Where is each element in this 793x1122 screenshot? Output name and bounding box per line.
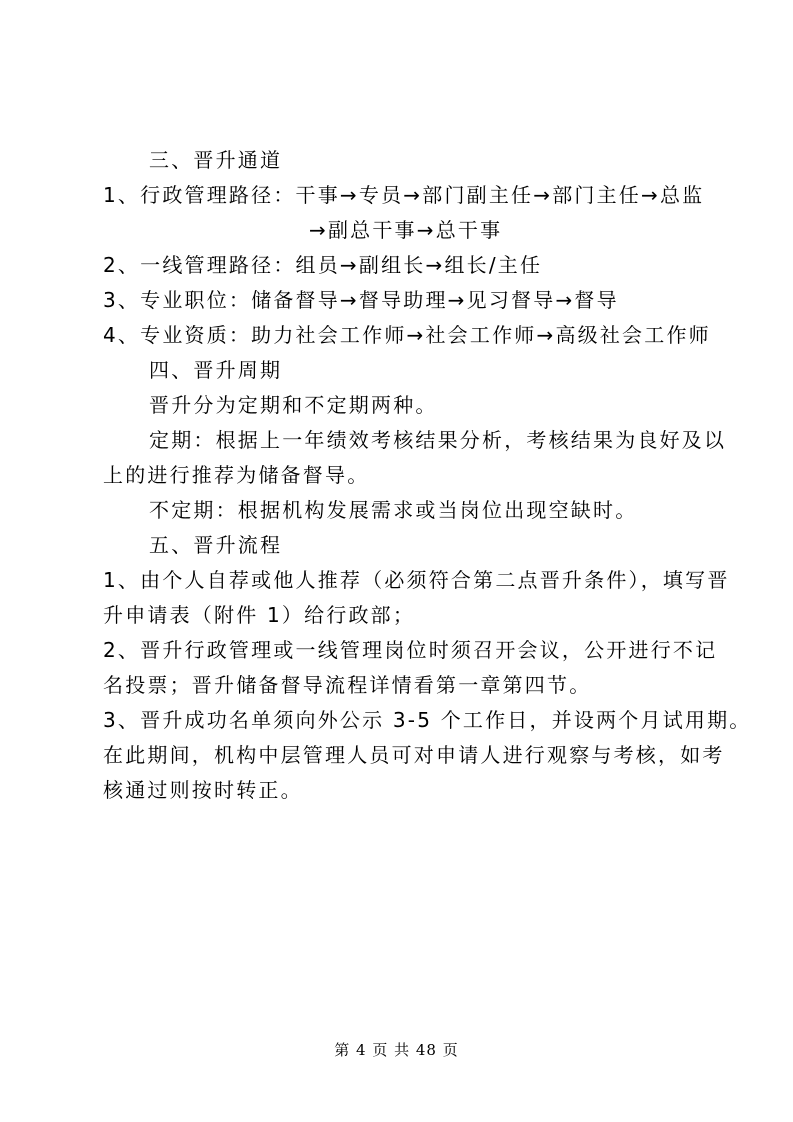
section-heading-promotion-cycle: 四、晋升周期 [149, 358, 283, 382]
page-number-footer: 第 4 页 共 48 页 [334, 1041, 459, 1059]
paragraph-line: →副总干事→总干事 [309, 218, 503, 242]
paragraph-line: 2、晋升行政管理或一线管理岗位时须召开会议，公开进行不记 [103, 638, 718, 662]
paragraph-line: 升申请表（附件 1）给行政部； [103, 603, 416, 627]
section-heading-promotion-channel: 三、晋升通道 [149, 148, 283, 172]
paragraph-line: 不定期：根据机构发展需求或当岗位出现空缺时。 [149, 498, 638, 522]
paragraph-line: 在此期间，机构中层管理人员可对申请人进行观察与考核，如考 [103, 743, 725, 767]
paragraph-line: 1、行政管理路径：干事→专员→部门副主任→部门主任→总监 [103, 183, 705, 207]
paragraph-line: 晋升分为定期和不定期两种。 [149, 393, 438, 417]
paragraph-line: 1、由个人自荐或他人推荐（必须符合第二点晋升条件），填写晋 [103, 568, 730, 592]
paragraph-line: 2、一线管理路径：组员→副组长→组长/主任 [103, 253, 543, 277]
paragraph-line: 上的进行推荐为储备督导。 [103, 463, 370, 487]
paragraph-line: 3、专业职位：储备督导→督导助理→见习督导→督导 [103, 288, 619, 312]
paragraph-line: 3、晋升成功名单须向外公示 3-5 个工作日，并设两个月试用期。 [103, 708, 752, 732]
section-heading-promotion-process: 五、晋升流程 [149, 533, 283, 557]
paragraph-line: 定期：根据上一年绩效考核结果分析，考核结果为良好及以 [149, 428, 727, 452]
paragraph-line: 名投票；晋升储备督导流程详情看第一章第四节。 [103, 673, 592, 697]
paragraph-line: 4、专业资质：助力社会工作师→社会工作师→高级社会工作师 [103, 323, 711, 347]
paragraph-line: 核通过则按时转正。 [103, 778, 303, 802]
